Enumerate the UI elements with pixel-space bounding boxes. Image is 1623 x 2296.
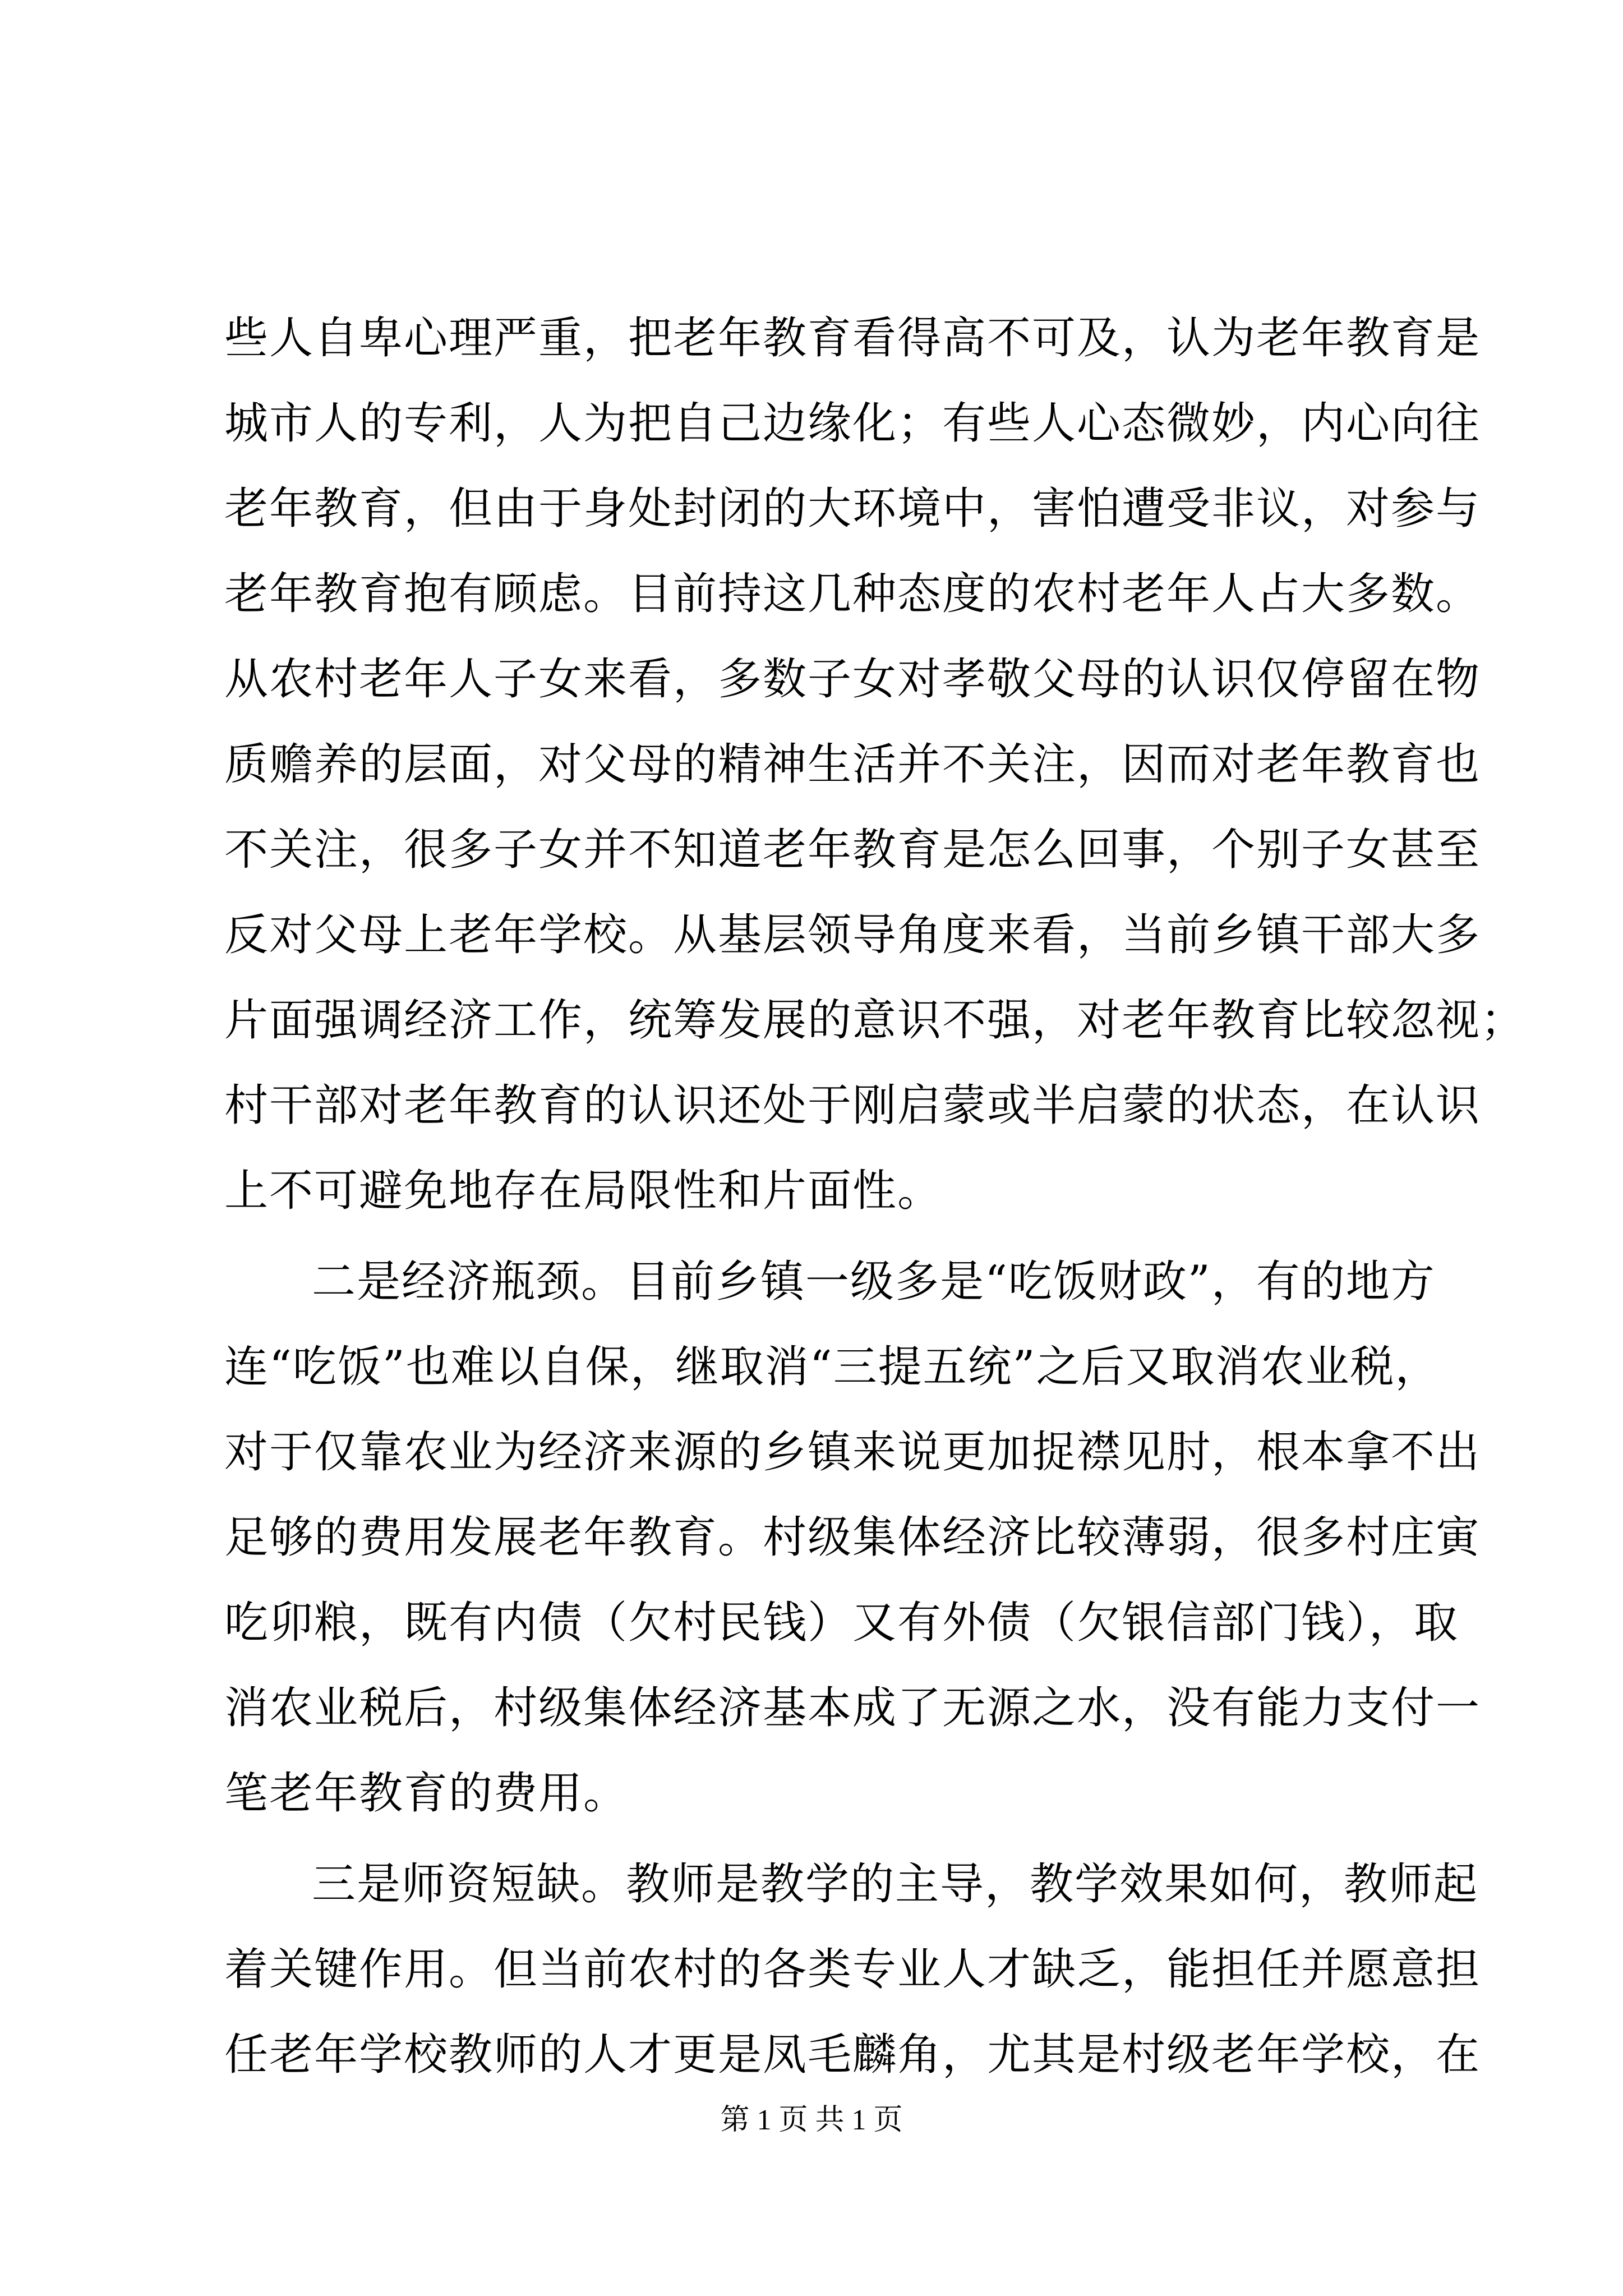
text-line-6: 质赡养的层面，对父母的精神生活并不关注，因而对老年教育也 bbox=[224, 739, 1481, 790]
text-line-3: 老年教育，但由于身处封闭的大环境中，害怕遭受非议，对参与 bbox=[224, 484, 1481, 534]
paragraph-3-line-1: 三是师资短缺。教师是教学的主导，教学效果如何，教师起 bbox=[312, 1859, 1479, 1910]
text-line-13: 连“吃饭”也难以自保，继取消“三提五统”之后又取消农业税， bbox=[224, 1342, 1440, 1392]
text-line-15: 足够的费用发展老年教育。村级集体经济比较薄弱，很多村庄寅 bbox=[224, 1512, 1481, 1563]
text-line-18: 笔老年教育的费用。 bbox=[224, 1768, 629, 1819]
text-line-16: 吃卯粮，既有内债（欠村民钱）又有外债（欠银信部门钱），取 bbox=[224, 1598, 1459, 1648]
text-line-8: 反对父母上老年学校。从基层领导角度来看，当前乡镇干部大多 bbox=[224, 910, 1481, 960]
text-line-10: 村干部对老年教育的认识还处于刚启蒙或半启蒙的状态，在认识 bbox=[224, 1080, 1481, 1131]
text-line-20: 着关键作用。但当前农村的各类专业人才缺乏，能担任并愿意担 bbox=[224, 1944, 1481, 1995]
text-line-14: 对于仅靠农业为经济来源的乡镇来说更加捉襟见肘，根本拿不出 bbox=[224, 1427, 1481, 1478]
paragraph-2-line-1: 二是经济瓶颈。目前乡镇一级多是“吃饭财政”，有的地方 bbox=[312, 1257, 1436, 1307]
text-line-11: 上不可避免地存在局限性和片面性。 bbox=[224, 1166, 943, 1216]
text-line-1: 些人自卑心理严重，把老年教育看得高不可及，认为老年教育是 bbox=[224, 313, 1481, 364]
text-line-9: 片面强调经济工作，统筹发展的意识不强，对老年教育比较忽视； bbox=[224, 995, 1526, 1046]
text-line-4: 老年教育抱有顾虑。目前持这几种态度的农村老年人占大多数。 bbox=[224, 569, 1481, 619]
text-line-7: 不关注，很多子女并不知道老年教育是怎么回事，个别子女甚至 bbox=[224, 825, 1481, 875]
page-footer: 第 1 页 共 1 页 bbox=[720, 2104, 903, 2136]
text-line-21: 任老年学校教师的人才更是凤毛麟角，尤其是村级老年学校，在 bbox=[224, 2030, 1481, 2080]
text-line-2: 城市人的专利，人为把自己边缘化；有些人心态微妙，内心向往 bbox=[224, 398, 1481, 449]
text-line-17: 消农业税后，村级集体经济基本成了无源之水，没有能力支付一 bbox=[224, 1683, 1481, 1733]
text-line-5: 从农村老年人子女来看，多数子女对孝敬父母的认识仅停留在物 bbox=[224, 654, 1481, 705]
